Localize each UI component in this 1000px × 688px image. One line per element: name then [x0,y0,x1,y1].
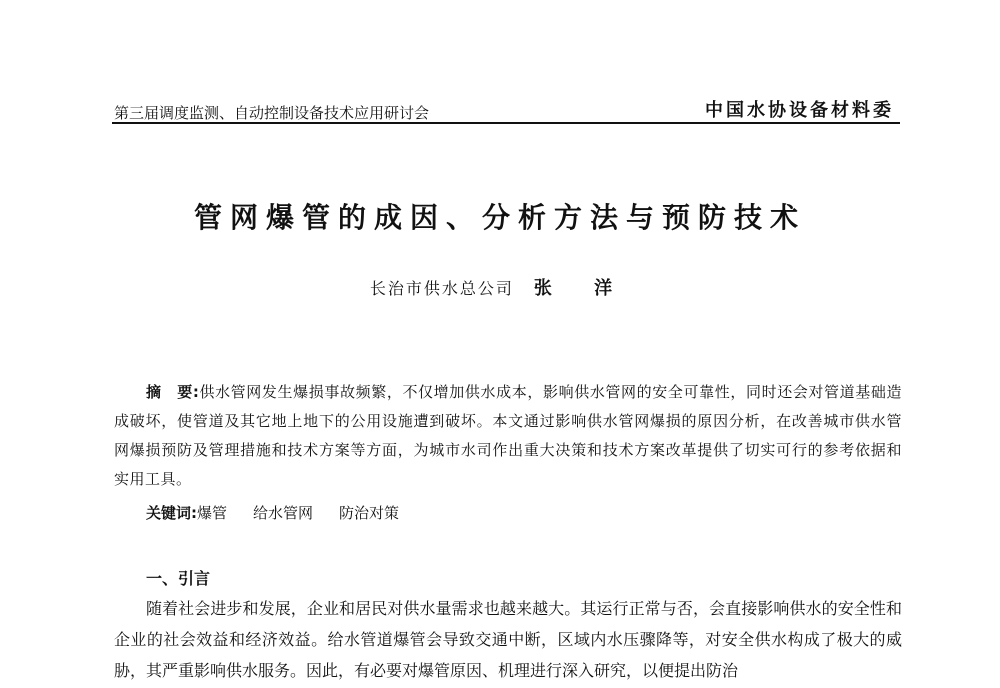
author-name: 张 洋 [533,278,631,299]
conference-name: 第三届调度监测、自动控制设备技术应用研讨会 [114,104,430,122]
paper-title: 管网爆管的成因、分析方法与预防技术 [193,201,806,234]
keyword: 防治对策 [339,504,400,522]
abstract [114,378,902,494]
body-paragraph: 随着社会进步和发展，企业和居民对供水量需求也越来越大。其运行正常与否，会直接影响供水的安全性和企业的社会效益和经济效益。给水管道爆管会导致交通中断，区域内水压骤降等，对安全供水构成了极大的威胁，其严重影响供水服务。因此，有必要对爆管原因、机理进行深入研究，以便提出防治 [114,599,902,680]
keywords-label: 关键词: [146,504,197,522]
author-organization: 长治市供水总公司 [369,279,514,298]
byline [0,274,1000,300]
keywords [146,502,425,523]
keyword: 给水管网 [253,504,314,522]
abstract-text: 供水管网发生爆损事故频繁，不仅增加供水成本，影响供水管网的安全可靠性，同时还会对管道基础造成破坏，使管道及其它地上地下的公用设施遭到破坏。本文通过影响供水管网爆损的原因分析，在改善城市供水管网爆损预防及管理措施和技术方案等方面，为城市水司作出重大决策和技术方案改革提供了切实可行的参考依据和实用工具。 [114,383,902,488]
keyword: 爆管 [197,504,228,522]
committee-name: 中国水协设备材料委 [705,100,894,121]
section-heading: 一、引言 [146,569,211,588]
abstract-label: 摘 要: [146,383,200,401]
running-header [112,96,900,124]
